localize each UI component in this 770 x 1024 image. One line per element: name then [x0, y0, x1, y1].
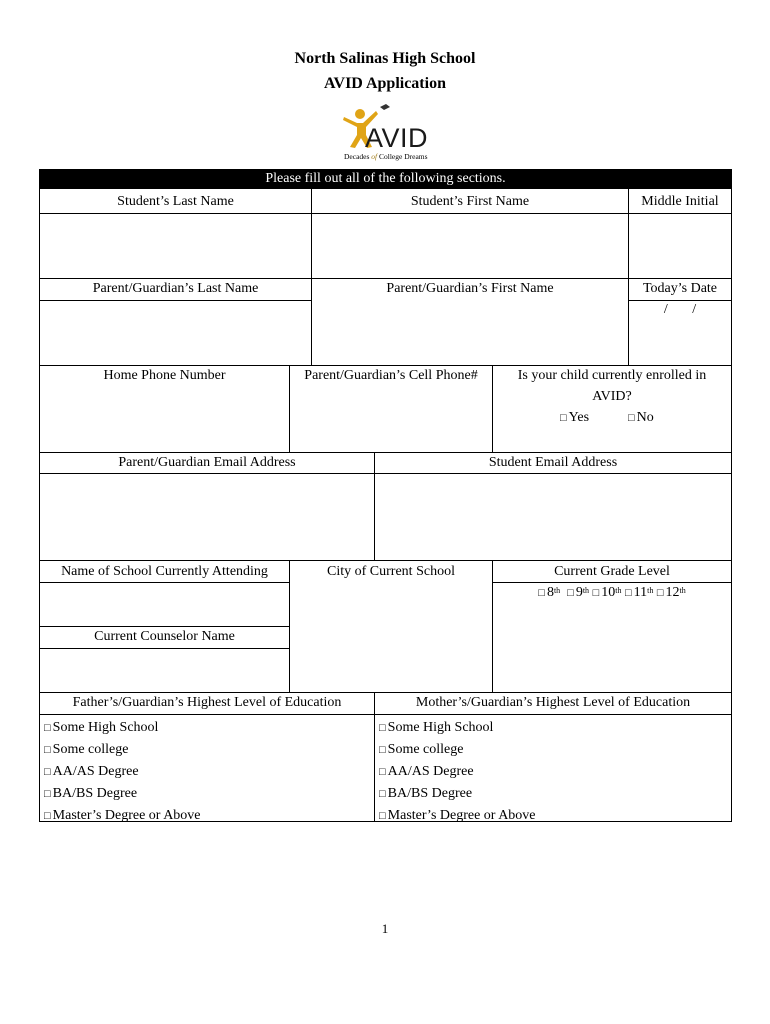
father-checkbox-1[interactable]: □	[44, 722, 51, 734]
father-option-aa-degree[interactable]	[44, 761, 201, 783]
logo-tag-suffix: College Dreams	[379, 152, 428, 161]
student-first-name-field[interactable]	[312, 214, 628, 278]
mother-option-2-label: Some college	[387, 742, 464, 757]
grade-12-suffix: th	[679, 586, 686, 595]
page-number: 1	[381, 921, 389, 936]
father-option-ba-degree[interactable]	[44, 783, 201, 805]
father-option-5-label: Master’s Degree or Above	[52, 808, 201, 823]
grade-option-9[interactable]	[564, 585, 589, 600]
mother-option-1-label: Some High School	[387, 720, 494, 735]
school-name-field[interactable]	[40, 583, 289, 626]
mother-option-some-high-school[interactable]	[379, 717, 536, 739]
father-education-options	[44, 717, 201, 827]
grade-11-checkbox[interactable]: □	[624, 587, 632, 599]
parent-first-name-label: Parent/Guardian’s First Name	[386, 281, 554, 296]
yes-label: Yes	[568, 410, 590, 425]
grade-level-label: Current Grade Level	[554, 564, 670, 579]
school-city-field[interactable]	[290, 583, 492, 692]
middle-initial-label: Middle Initial	[641, 194, 719, 209]
mother-checkbox-4[interactable]: □	[379, 788, 386, 800]
counselor-name-label: Current Counselor Name	[94, 629, 235, 644]
student-last-name-label: Student’s Last Name	[117, 194, 234, 209]
parent-cell-label: Parent/Guardian’s Cell Phone#	[304, 368, 478, 383]
enrolled-question-line2: AVID?	[592, 389, 632, 404]
grade-9-suffix: th	[582, 586, 590, 595]
parent-cell-field[interactable]	[290, 386, 492, 452]
father-option-3-label: AA/AS Degree	[52, 764, 139, 779]
mother-option-ba-degree[interactable]	[379, 783, 536, 805]
grade-11-num: 11	[633, 585, 648, 600]
enrolled-no-option[interactable]	[628, 410, 654, 426]
parent-first-name-field[interactable]	[312, 279, 628, 365]
grade-10-suffix: th	[615, 586, 622, 595]
mother-education-label: Mother’s/Guardian’s Highest Level of Education	[415, 695, 691, 710]
grade-option-12[interactable]	[657, 585, 686, 600]
grade-options	[493, 585, 731, 601]
school-name-label: Name of School Currently Attending	[61, 564, 268, 579]
parent-last-name-field[interactable]	[40, 301, 311, 365]
parent-email-field[interactable]	[40, 474, 374, 560]
mother-checkbox-5[interactable]: □	[379, 810, 386, 822]
application-title: AVID Application	[324, 75, 446, 92]
mother-checkbox-2[interactable]: □	[379, 744, 386, 756]
grade-10-num: 10	[601, 585, 616, 600]
school-city-label: City of Current School	[327, 564, 455, 579]
home-phone-label: Home Phone Number	[103, 368, 226, 383]
enrolled-question-line1: Is your child currently enrolled in	[517, 368, 707, 383]
father-option-masters[interactable]	[44, 805, 201, 827]
mother-option-aa-degree[interactable]	[379, 761, 536, 783]
mother-option-some-college[interactable]	[379, 739, 536, 761]
parent-email-label: Parent/Guardian Email Address	[118, 455, 296, 470]
grade-option-8[interactable]	[538, 585, 560, 600]
home-phone-field[interactable]	[40, 386, 289, 452]
father-option-4-label: BA/BS Degree	[52, 786, 138, 801]
yes-checkbox[interactable]: □	[560, 412, 567, 424]
mother-option-4-label: BA/BS Degree	[387, 786, 473, 801]
grade-option-11[interactable]	[625, 585, 653, 600]
grade-option-10[interactable]	[593, 585, 622, 600]
no-label: No	[636, 410, 654, 425]
logo-tagline	[344, 152, 450, 161]
parent-last-name-label: Parent/Guardian’s Last Name	[92, 281, 259, 296]
mother-option-masters[interactable]	[379, 805, 536, 827]
mother-checkbox-3[interactable]: □	[379, 766, 386, 778]
avid-logo	[340, 103, 448, 165]
mother-option-3-label: AA/AS Degree	[387, 764, 474, 779]
logo-tag-italic: of	[371, 152, 378, 161]
middle-initial-field[interactable]	[629, 214, 731, 278]
student-last-name-field[interactable]	[40, 214, 311, 278]
father-option-1-label: Some High School	[52, 720, 159, 735]
mother-checkbox-1[interactable]: □	[379, 722, 386, 734]
father-checkbox-4[interactable]: □	[44, 788, 51, 800]
father-checkbox-5[interactable]: □	[44, 810, 51, 822]
father-option-some-college[interactable]	[44, 739, 201, 761]
student-first-name-label: Student’s First Name	[410, 194, 530, 209]
grade-12-num: 12	[665, 585, 680, 600]
father-education-label: Father’s/Guardian’s Highest Level of Education	[72, 695, 342, 710]
grade-10-checkbox[interactable]: □	[592, 587, 600, 599]
grade-8-suffix: th	[553, 586, 561, 595]
logo-wordmark: AVID	[365, 123, 429, 153]
counselor-name-field[interactable]	[40, 649, 289, 692]
father-option-some-high-school[interactable]	[44, 717, 201, 739]
father-checkbox-2[interactable]: □	[44, 744, 51, 756]
todays-date-field[interactable]: / /	[663, 302, 697, 317]
father-option-2-label: Some college	[52, 742, 129, 757]
mother-option-5-label: Master’s Degree or Above	[387, 808, 536, 823]
instructions-bar: Please fill out all of the following sections.	[39, 169, 732, 189]
todays-date-label: Today’s Date	[642, 281, 718, 296]
mother-education-options	[379, 717, 536, 827]
grade-9-checkbox[interactable]: □	[567, 587, 574, 599]
student-email-field[interactable]	[375, 474, 731, 560]
school-title: North Salinas High School	[294, 50, 476, 67]
student-email-label: Student Email Address	[488, 455, 618, 470]
no-checkbox[interactable]: □	[628, 412, 635, 424]
grade-8-checkbox[interactable]: □	[538, 587, 545, 599]
logo-tag-prefix: Decades	[344, 152, 370, 161]
father-checkbox-3[interactable]: □	[44, 766, 51, 778]
grade-8-num: 8	[546, 585, 554, 600]
grade-11-suffix: th	[647, 586, 654, 595]
grade-12-checkbox[interactable]: □	[656, 587, 664, 599]
grade-9-num: 9	[575, 585, 583, 600]
enrolled-yes-option[interactable]	[560, 410, 589, 426]
